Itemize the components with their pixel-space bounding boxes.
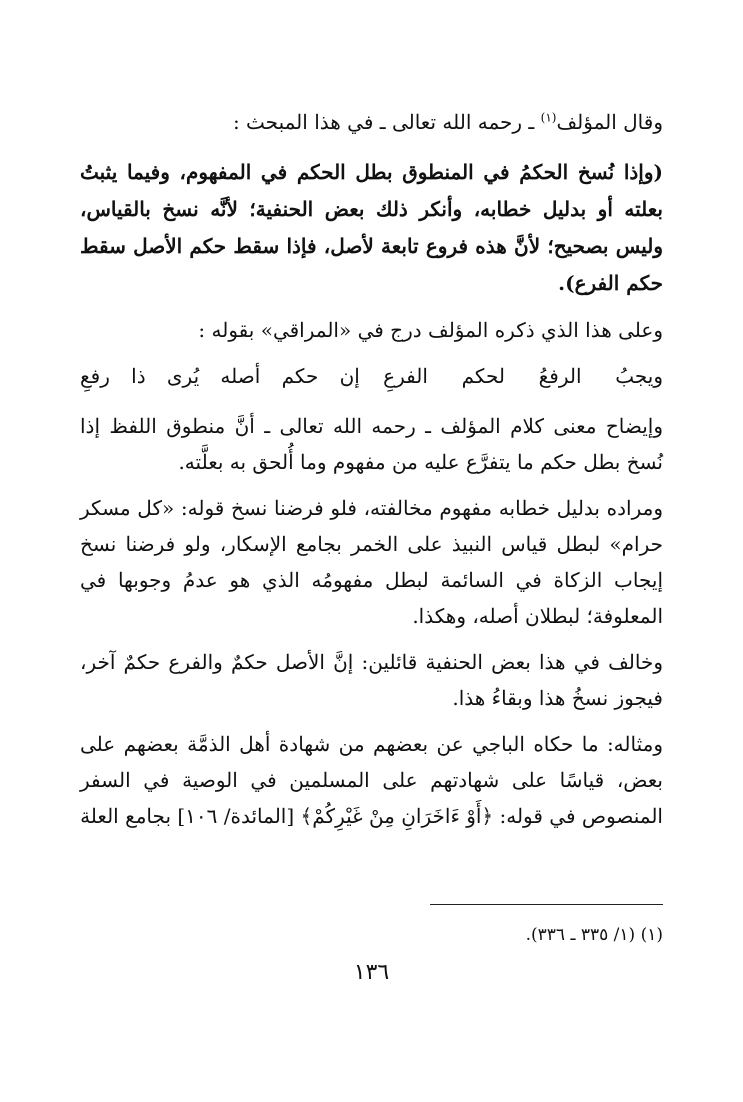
paragraph-hanafi: وخالف في هذا بعض الحنفية قائلين: إنَّ الأصل حكمٌ والفرع حكمٌ آخر، فيجوز نسخُ هذا وبقاءُ هذا. xyxy=(80,650,663,710)
footnote-ref[interactable]: (١) xyxy=(540,110,557,125)
paragraph-maraqi: وعلى هذا الذي ذكره المؤلف درج في «المراقي» بقوله : xyxy=(198,318,663,342)
matn-quote: (وإذا نُسخ الحكمُ في المنطوق بطل الحكم في المفهوم، وفيما يثبتُ بعلته أو بدليل خطابه، وأنكر ذلك بعض الحنفية؛ لأنَّه نسخ بالقياس، وليس بصحيح؛ لأنَّ هذه فروع تابعة لأصل، فإذا سقط حكم الأصل سقط حكم الفرع). xyxy=(80,160,663,295)
paragraph-baji: ومثاله: ما حكاه الباجي عن بعضهم من شهادة أهل الذمَّة بعضهم على بعض، قياسًا على شهادتهم على المسلمين في الوصية في السفر المنصوص في قوله: ﴿أَوْ ءَاخَرَانِ مِنْ غَيْرِكُمْ﴾ [المائدة/ ١٠٦] بجامع العلة xyxy=(80,732,663,828)
paragraph-explanation: وإيضاح معنى كلام المؤلف ـ رحمه الله تعالى ـ أنَّ منطوق اللفظ إذا نُسخ بطل حكم ما يتفرَّع عليه من مفهوم وما أُلحق به بعلَّته. xyxy=(80,414,663,474)
main-text xyxy=(80,104,663,844)
intro-text: وقال المؤلف xyxy=(556,110,663,134)
intro-line xyxy=(80,104,663,140)
verse-second-hemistich: إن حكم أصله يُرى ذا رفعِ xyxy=(80,364,360,388)
intro-rest: ـ رحمه الله تعالى ـ في هذا المبحث : xyxy=(232,110,541,134)
footnote-divider xyxy=(430,904,663,905)
paragraph-example: ومراده بدليل خطابه مفهوم مخالفته، فلو فرضنا نسخ قوله: «كل مسكر حرام» لبطل قياس النبيذ على الخمر بجامع الإسكار، ولو فرضنا نسخ إيجاب الزكاة في السائمة لبطل مفهومُه الذي هو عدمُ وجوبها في المعلوفة؛ لبطلان أصله، وهكذا. xyxy=(80,496,663,628)
verse-first-hemistich: ويجبُ الرفعُ لحكم الفرعِ xyxy=(383,364,663,388)
poem-verse xyxy=(80,358,663,394)
footnote: (١) (١/ ٣٣٥ ـ ٣٣٦). xyxy=(525,925,663,945)
page-number: ١٣٦ xyxy=(353,960,390,985)
